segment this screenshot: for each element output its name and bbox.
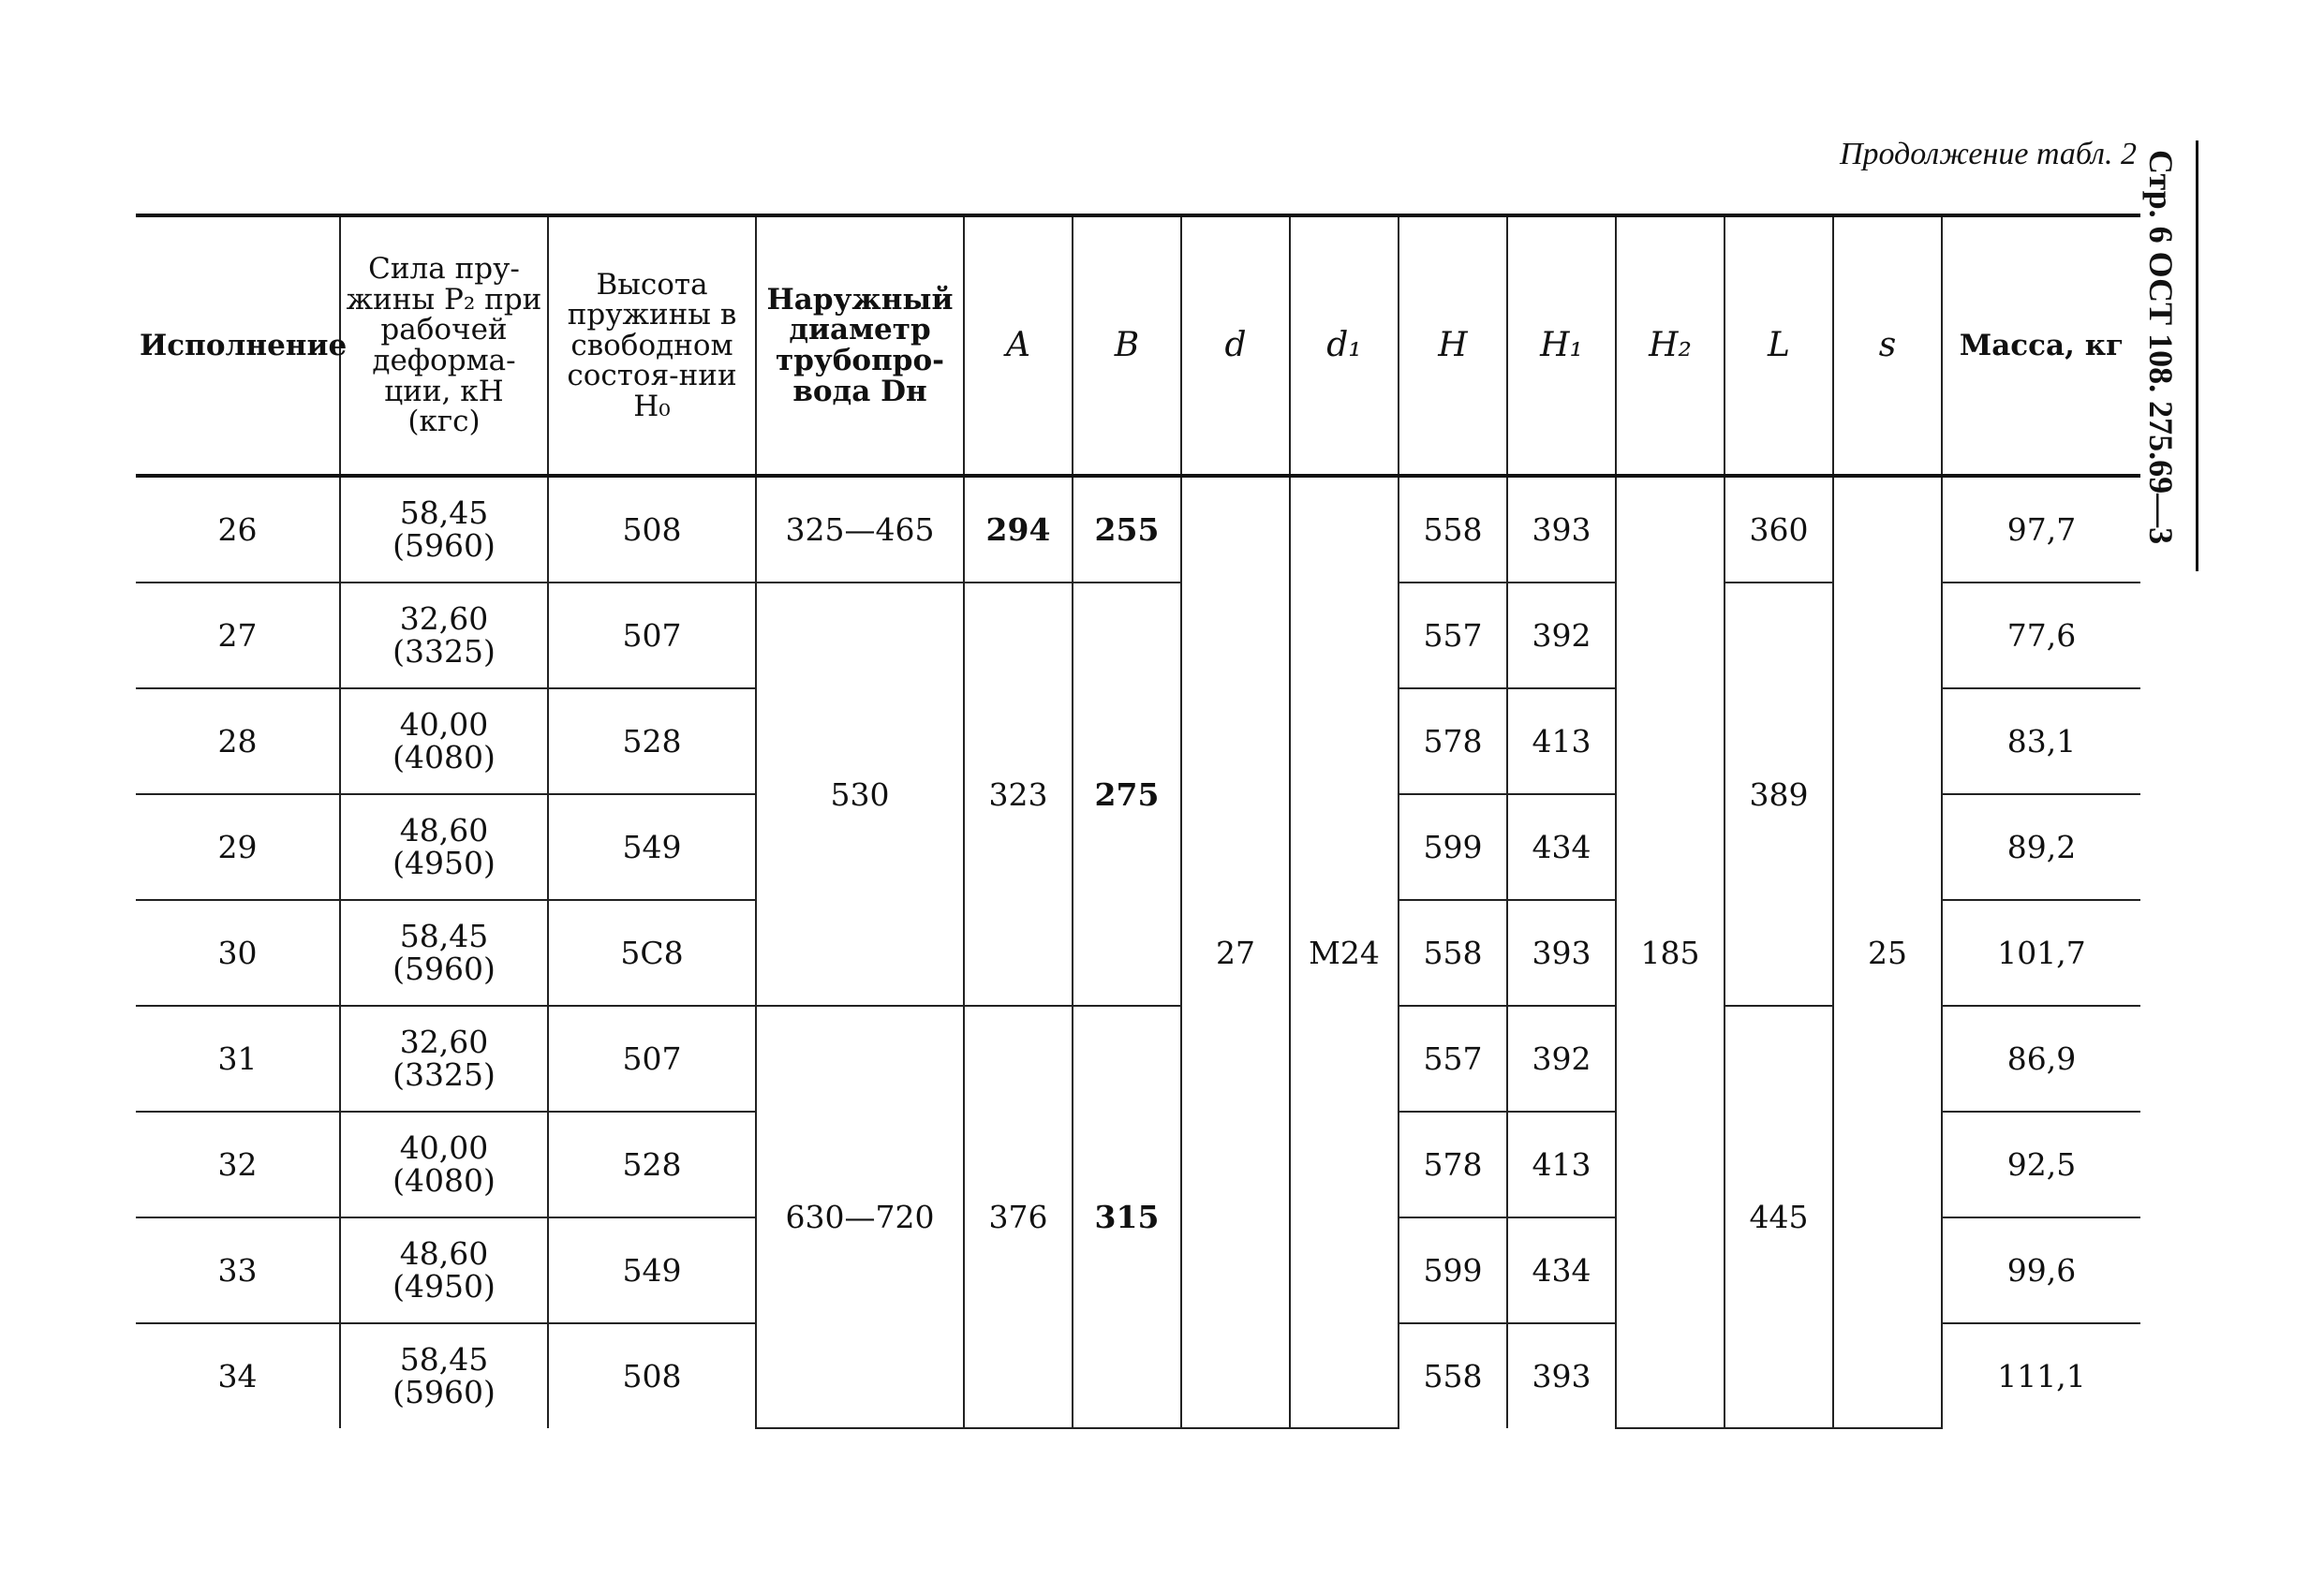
header-mass: Масса, кг xyxy=(1942,215,2140,476)
force-kn: 58,45 xyxy=(399,1340,489,1378)
cell-variant: 26 xyxy=(136,476,340,583)
cell-d1: M24 xyxy=(1290,476,1399,1428)
cell-H: 558 xyxy=(1399,476,1507,583)
force-kgf: (4080) xyxy=(392,1161,496,1199)
force-kn: 32,60 xyxy=(399,599,489,637)
cell-H1: 393 xyxy=(1507,476,1616,583)
cell-H2: 185 xyxy=(1616,476,1724,1428)
cell-H: 599 xyxy=(1399,1217,1507,1323)
cell-h0: 549 xyxy=(548,1217,756,1323)
cell-force xyxy=(340,1112,548,1217)
side-rule xyxy=(2196,140,2198,571)
force-kgf: (4950) xyxy=(392,844,496,881)
cell-diameter: 630—720 xyxy=(756,1006,964,1428)
header-B: B xyxy=(1073,215,1181,476)
cell-H1: 413 xyxy=(1507,688,1616,794)
cell-force xyxy=(340,476,548,583)
header-height: Высота пружины в свободном состоя-нии H₀ xyxy=(548,215,756,476)
cell-variant: 30 xyxy=(136,900,340,1006)
cell-force xyxy=(340,688,548,794)
header-variant: Исполнение xyxy=(136,215,340,476)
cell-mass: 83,1 xyxy=(1942,688,2140,794)
cell-H1: 393 xyxy=(1507,1323,1616,1428)
cell-mass: 89,2 xyxy=(1942,794,2140,900)
cell-diameter: 325—465 xyxy=(756,476,964,583)
cell-d: 27 xyxy=(1181,476,1290,1428)
cell-force xyxy=(340,1006,548,1112)
cell-h0: 508 xyxy=(548,1323,756,1428)
force-kn: 48,60 xyxy=(399,1234,489,1272)
header-H1: H₁ xyxy=(1507,215,1616,476)
cell-H: 578 xyxy=(1399,688,1507,794)
cell-s: 25 xyxy=(1833,476,1942,1428)
cell-H1: 413 xyxy=(1507,1112,1616,1217)
force-kn: 40,00 xyxy=(399,705,489,743)
cell-h0: 528 xyxy=(548,688,756,794)
cell-H: 557 xyxy=(1399,1006,1507,1112)
cell-L: 360 xyxy=(1724,476,1833,583)
cell-H: 599 xyxy=(1399,794,1507,900)
cell-h0: 507 xyxy=(548,1006,756,1112)
cell-B: 255 xyxy=(1073,476,1181,583)
cell-variant: 34 xyxy=(217,1358,258,1394)
force-kn: 58,45 xyxy=(399,494,489,531)
cell-variant: 28 xyxy=(136,688,340,794)
header-force: Сила пру-жины P₂ при рабочей деформа-ции, кН (кгс) xyxy=(340,215,548,476)
force-kgf: (4080) xyxy=(392,738,496,775)
cell-H1: 434 xyxy=(1507,1217,1616,1323)
cell-mass: 86,9 xyxy=(1942,1006,2140,1112)
cell-H1: 393 xyxy=(1507,900,1616,1006)
cell-force xyxy=(340,900,548,1006)
table-row xyxy=(136,476,2140,583)
cell-B: 315 xyxy=(1073,1006,1181,1428)
cell-H: 558 xyxy=(1399,1323,1507,1428)
cell-mass: 92,5 xyxy=(1942,1112,2140,1217)
header-A: A xyxy=(964,215,1073,476)
header-H2: H₂ xyxy=(1616,215,1724,476)
cell-variant: 32 xyxy=(136,1112,340,1217)
cell-H1: 392 xyxy=(1507,583,1616,688)
force-kgf: (4950) xyxy=(392,1267,496,1305)
cell-A: 294 xyxy=(964,476,1073,583)
cell-variant: 27 xyxy=(136,583,340,688)
cell-h0: 528 xyxy=(548,1112,756,1217)
cell-h0: 508 xyxy=(548,476,756,583)
force-kn: 48,60 xyxy=(399,811,489,848)
cell-L: 445 xyxy=(1724,1006,1833,1428)
cell-variant: 31 xyxy=(136,1006,340,1112)
header-d1: d₁ xyxy=(1290,215,1399,476)
cell-mass: 101,7 xyxy=(1942,900,2140,1006)
spring-table xyxy=(136,214,2140,1429)
cell-mass: 111,1 xyxy=(1942,1323,2140,1428)
cell-L: 389 xyxy=(1724,583,1833,1006)
force-kgf: (5960) xyxy=(392,1373,496,1410)
cell-variant: 29 xyxy=(136,794,340,900)
force-kgf: (5960) xyxy=(392,950,496,987)
cell-A: 376 xyxy=(964,1006,1073,1428)
cell-mass: 99,6 xyxy=(1942,1217,2140,1323)
cell-H: 578 xyxy=(1399,1112,1507,1217)
force-kn: 40,00 xyxy=(399,1128,489,1166)
cell-variant: 33 xyxy=(136,1217,340,1323)
cell-H1: 392 xyxy=(1507,1006,1616,1112)
cell-B: 275 xyxy=(1073,583,1181,1006)
page-side-label: Стр. 6 ОСТ 108. 275.69—3 xyxy=(2142,150,2180,545)
cell-mass: 97,7 xyxy=(1942,476,2140,583)
cell-h0: 549 xyxy=(548,794,756,900)
cell-H: 558 xyxy=(1399,900,1507,1006)
cell-force xyxy=(340,583,548,688)
header-s: s xyxy=(1833,215,1942,476)
force-kn: 58,45 xyxy=(399,917,489,954)
cell-H: 557 xyxy=(1399,583,1507,688)
cell-mass: 77,6 xyxy=(1942,583,2140,688)
cell-H1: 434 xyxy=(1507,794,1616,900)
cell-force xyxy=(340,1323,548,1428)
header-d: d xyxy=(1181,215,1290,476)
force-kgf: (5960) xyxy=(392,526,496,564)
table-caption: Продолжение табл. 2 xyxy=(1839,137,2137,171)
header-row xyxy=(136,215,2140,476)
cell-h0: 507 xyxy=(548,583,756,688)
force-kgf: (3325) xyxy=(392,632,496,670)
cell-force xyxy=(340,1217,548,1323)
header-diameter: Наружный диаметр трубопро-вода Dн xyxy=(756,215,964,476)
header-L: L xyxy=(1724,215,1833,476)
header-H: H xyxy=(1399,215,1507,476)
cell-diameter: 530 xyxy=(756,583,964,1006)
force-kgf: (3325) xyxy=(392,1055,496,1093)
cell-A: 323 xyxy=(964,583,1073,1006)
cell-force xyxy=(340,794,548,900)
force-kn: 32,60 xyxy=(399,1023,489,1060)
cell-h0: 5С8 xyxy=(548,900,756,1006)
